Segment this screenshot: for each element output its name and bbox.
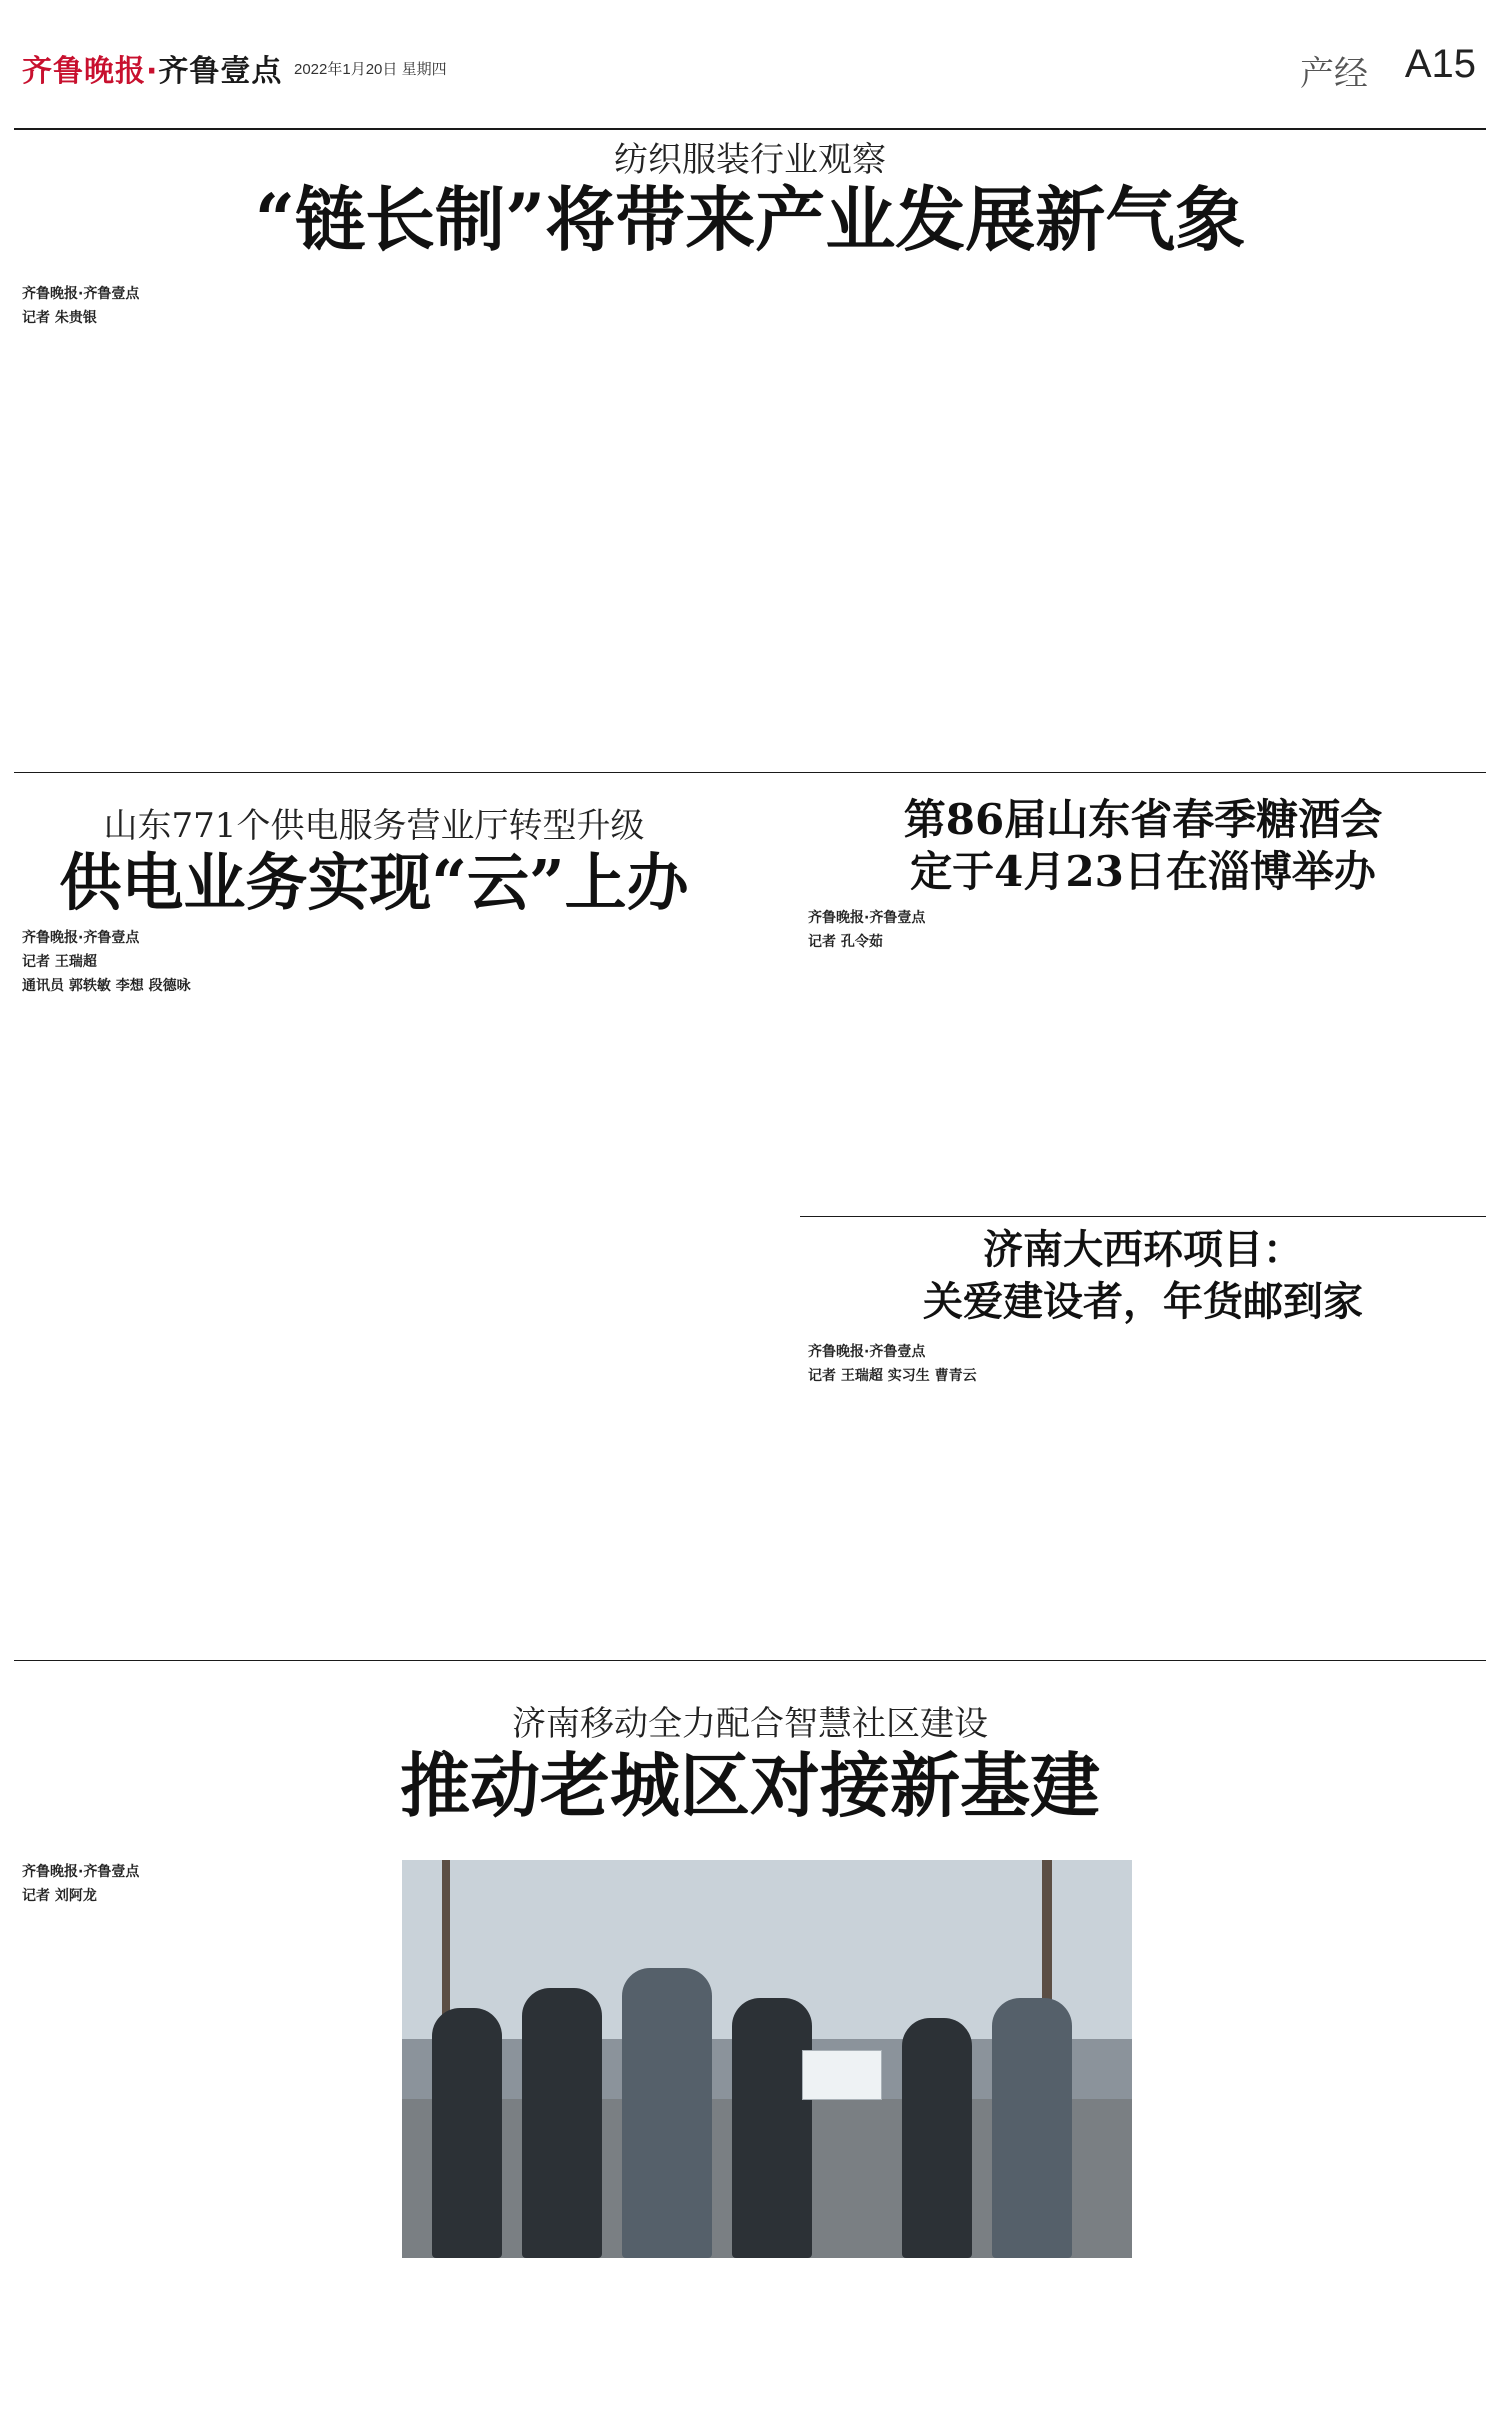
- logo-secondary: 齐鲁壹点: [158, 54, 283, 89]
- story-westring-headline-2: 关爱建设者，年货邮到家: [923, 1278, 1363, 1325]
- story-mobile: [14, 1664, 1486, 2412]
- story-mobile-col-left: [22, 1860, 392, 2410]
- story-power-col-1: [22, 926, 388, 1654]
- rule-1: [14, 772, 1486, 773]
- logo-primary: 齐鲁晚报: [22, 54, 146, 89]
- photo-figure: [732, 1998, 812, 2258]
- story-power-byline: [22, 926, 388, 998]
- byline-reporter: 记者 孔令茹: [808, 934, 883, 950]
- story-power-col-2: [410, 926, 776, 1654]
- story-westring-columns: [808, 1340, 1480, 1654]
- story-mobile-col-mid: [402, 2264, 1132, 2410]
- byline-reporter: 记者 朱贵银: [22, 310, 97, 326]
- byline-correspondents: 通讯员 郭轶敏 李想 段德咏: [22, 978, 191, 994]
- byline-source: 齐鲁晚报·齐鲁壹点: [22, 930, 140, 946]
- story-mobile-col-3: [778, 2264, 1132, 2410]
- story-expo-col-1: [808, 906, 1133, 1212]
- story-textile-col-2: [392, 282, 740, 768]
- story-westring: [800, 1220, 1486, 1656]
- story-expo-byline: [808, 906, 1133, 954]
- story-textile-col-4: [1131, 282, 1479, 768]
- story-expo-columns: [808, 906, 1480, 1212]
- story-mobile-col-4: [1142, 1860, 1478, 2410]
- page-number: A15: [1404, 42, 1476, 86]
- byline-reporter: 记者 刘阿龙: [22, 1888, 97, 1904]
- rule-2: [800, 1216, 1486, 1217]
- story-mobile-photo: [402, 1860, 1132, 2258]
- story-textile-columns: [22, 282, 1478, 768]
- photo-figure: [902, 2018, 972, 2258]
- byline-reporter: 记者 王瑞超 实习生 曹青云: [808, 1368, 977, 1384]
- story-westring-col-2: [1155, 1340, 1480, 1654]
- story-expo: [800, 776, 1486, 1216]
- story-mobile-col-1: [22, 1860, 392, 2410]
- story-westring-headline-1: 济南大西环项目：: [983, 1226, 1303, 1273]
- story-textile-kicker: 纺织服装行业观察: [614, 140, 886, 180]
- story-textile: [14, 130, 1486, 770]
- story-westring-col-1: [808, 1340, 1133, 1654]
- masthead: [14, 10, 1486, 138]
- story-power-kicker: 山东771个供电服务营业厅转型升级: [103, 806, 645, 846]
- story-mobile-headline: 推动老城区对接新基建: [400, 1744, 1100, 1827]
- story-expo-headline-2: 定于4月23日在淄博举办: [910, 847, 1376, 896]
- story-mobile-byline: [22, 1860, 392, 1908]
- photo-figure: [522, 1988, 602, 2258]
- story-textile-headline: “链长制”将带来产业发展新气象: [254, 178, 1246, 261]
- byline-source: 齐鲁晚报·齐鲁壹点: [808, 1344, 926, 1360]
- photo-figure: [992, 1998, 1072, 2258]
- story-power-headline: 供电业务实现“云”上办: [59, 846, 689, 919]
- byline-source: 齐鲁晚报·齐鲁壹点: [22, 286, 140, 302]
- story-power: [14, 776, 784, 1656]
- photo-figure: [432, 2008, 502, 2258]
- story-mobile-kicker: 济南移动全力配合智慧社区建设: [512, 1704, 988, 1744]
- story-expo-headline-1: 第86届山东省春季糖酒会: [903, 795, 1383, 844]
- story-mobile-col-2: [402, 2264, 756, 2410]
- story-expo-col-2: [1155, 906, 1480, 1212]
- rule-3: [14, 1660, 1486, 1661]
- story-textile-byline: [22, 282, 370, 330]
- story-textile-col-3: [761, 282, 1109, 768]
- photo-figure: [622, 1968, 712, 2258]
- masthead-logo: 齐鲁晚报·齐鲁壹点: [22, 54, 283, 89]
- section-name: 产经: [1300, 54, 1368, 94]
- byline-reporter: 记者 王瑞超: [22, 954, 97, 970]
- byline-source: 齐鲁晚报·齐鲁壹点: [808, 910, 926, 926]
- byline-source: 齐鲁晚报·齐鲁壹点: [22, 1864, 140, 1880]
- story-mobile-col-right: [1142, 1860, 1478, 2410]
- issue-date: 2022年1月20日 星期四: [294, 61, 447, 78]
- photo-card: [802, 2050, 882, 2100]
- story-textile-col-1: [22, 282, 370, 768]
- story-power-columns: [22, 926, 776, 1654]
- story-westring-byline: [808, 1340, 1133, 1388]
